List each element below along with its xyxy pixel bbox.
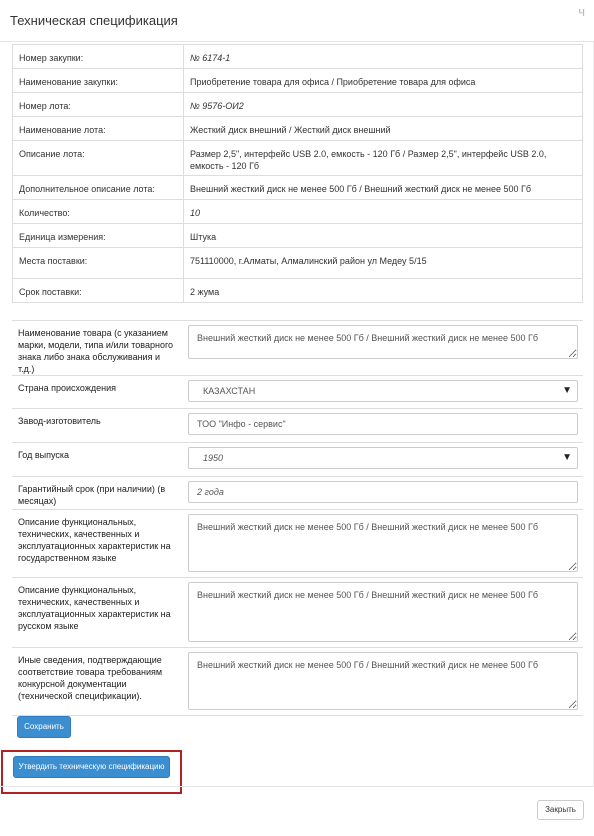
warranty-input[interactable]	[188, 481, 578, 503]
country-select[interactable]	[188, 380, 578, 402]
table-row	[13, 141, 583, 176]
form-row-product-name	[12, 321, 583, 376]
row-label: Срок поставки:	[13, 279, 184, 303]
form-row-year	[12, 443, 583, 477]
row-value: 751110000, г.Алматы, Алмалинский район ул Медеу 5/15	[184, 248, 583, 279]
table-row	[13, 248, 583, 279]
field-label: Наименование товара (с указанием марки, модели, типа и/или товарного знака либо знака обслуживания и т.д.)	[12, 321, 184, 376]
table-row	[13, 200, 583, 224]
modal-header	[0, 0, 594, 42]
field-label: Страна происхождения	[12, 376, 184, 409]
field-label: Год выпуска	[12, 443, 184, 477]
modal-title: Техническая спецификация	[10, 13, 178, 28]
year-select-value: 1950	[203, 453, 224, 463]
row-value: Жесткий диск внешний / Жесткий диск внешний	[184, 117, 583, 141]
row-value: Внешний жесткий диск не менее 500 Гб / Внешний жесткий диск не менее 500 Гб	[184, 176, 583, 200]
row-label: Наименование лота:	[13, 117, 184, 141]
desc-ru-textarea[interactable]	[188, 582, 578, 642]
modal-footer-divider	[0, 786, 594, 787]
form-row-country	[12, 376, 583, 409]
field-label: Описание функциональных, технических, качественных и эксплуатационных характеристик на государственном языке	[12, 510, 184, 578]
form-row-other	[12, 648, 583, 716]
field-label: Завод-изготовитель	[12, 409, 184, 443]
row-label: Наименование закупки:	[13, 69, 184, 93]
field-label: Иные сведения, подтверждающие соответствие товара требованиям конкурсной документации (технической спецификации).	[12, 648, 184, 716]
form-row-manufacturer	[12, 409, 583, 443]
row-label: Количество:	[13, 200, 184, 224]
row-label: Номер закупки:	[13, 45, 184, 69]
row-label: Номер лота:	[13, 93, 184, 117]
manufacturer-input[interactable]	[188, 413, 578, 435]
form-row-desc-state	[12, 510, 583, 578]
spec-form	[12, 320, 583, 716]
field-label: Описание функциональных, технических, качественных и эксплуатационных характеристик на русском языке	[12, 578, 184, 648]
row-label: Дополнительное описание лота:	[13, 176, 184, 200]
table-row	[13, 117, 583, 141]
row-value: 10	[184, 200, 583, 224]
table-row	[13, 45, 583, 69]
table-row	[13, 176, 583, 200]
close-icon[interactable]: ч	[578, 4, 585, 19]
product-name-textarea[interactable]	[188, 325, 578, 359]
table-row	[13, 93, 583, 117]
table-row	[13, 69, 583, 93]
row-value: № 9576-ОИ2	[184, 93, 583, 117]
dropdown-arrow-icon: ▼	[562, 452, 572, 463]
save-button[interactable]: Сохранить	[17, 716, 71, 738]
row-label: Описание лота:	[13, 141, 184, 176]
country-select-value: КАЗАХСТАН	[203, 386, 256, 396]
lot-info-table	[12, 44, 583, 303]
row-value: Штука	[184, 224, 583, 248]
row-label: Единица измерения:	[13, 224, 184, 248]
row-label: Места поставки:	[13, 248, 184, 279]
approve-spec-button[interactable]: Утвердить техническую спецификацию	[13, 756, 170, 778]
table-row	[13, 279, 583, 303]
field-label: Гарантийный срок (при наличии) (в месяцах)	[12, 477, 184, 510]
close-button[interactable]: Закрыть	[537, 800, 584, 820]
table-row	[13, 224, 583, 248]
desc-state-textarea[interactable]	[188, 514, 578, 572]
row-value: 2 жума	[184, 279, 583, 303]
row-value: № 6174-1	[184, 45, 583, 69]
row-value: Размер 2,5", интерфейс USB 2.0, емкость - 120 Гб / Размер 2,5", интерфейс USB 2.0, емкость - 120 Гб	[184, 141, 583, 176]
other-info-textarea[interactable]	[188, 652, 578, 710]
form-row-desc-ru	[12, 578, 583, 648]
year-select[interactable]	[188, 447, 578, 469]
form-row-warranty	[12, 477, 583, 510]
dropdown-arrow-icon: ▼	[562, 385, 572, 396]
row-value: Приобретение товара для офиса / Приобретение товара для офиса	[184, 69, 583, 93]
